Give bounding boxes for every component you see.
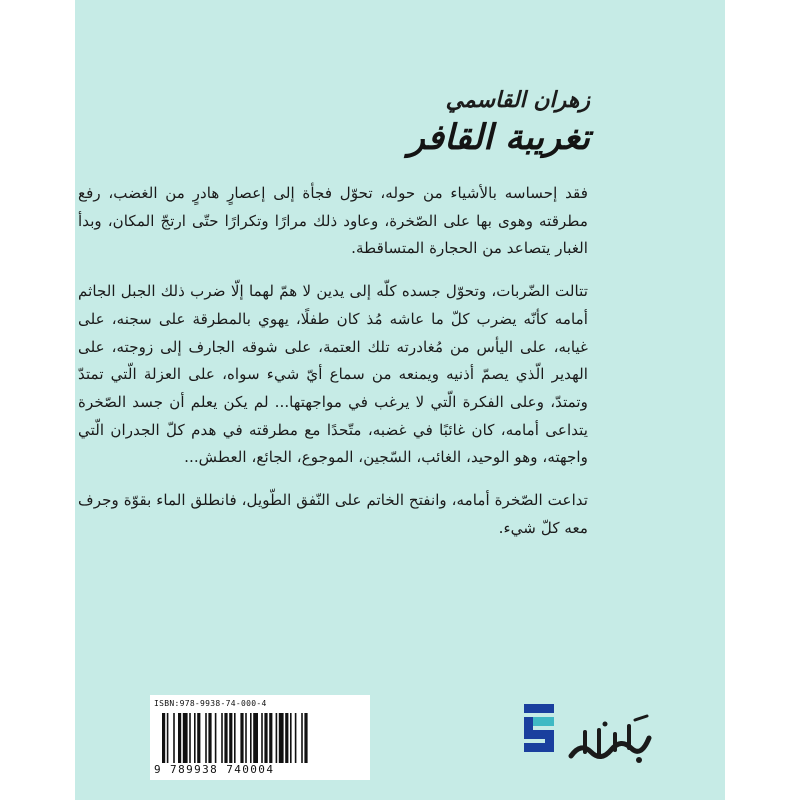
blurb-paragraph-2: تتالت الضّربات، وتحوّل جسده كلّه إلى يدين لا همّ لهما إلّا ضرب ذلك الجبل الجاثم أمامه كأنّه يضرب كلّ ما عاشه مُذ كان طفلًا، يهوي بالمطرقة على سجنه، على غيابه، على اليأس من مُغادرته تلك العتمة، على شوقه الجارف إلى زوجته، على الهدير الّذي يصمّ أذنيه ويمنعه من سماع أيّ شيء سواه، على العزلة الّتي تمتدّ وتمتدّ، وعلى الفكرة الّتي لا يرغب في مواجهتها... لم يكن يعلم أن جسد الصّخرة يتداعى أمامه، كان غائبًا في غضبه، متّحدًا مع مطرقته في هدم كلّ الجدران الّتي واجهته، وهو الوحيد، الغائب، السّجين، الموجوع، الجائع، العطش... <box>78 282 588 467</box>
barcode-bars-icon <box>162 713 358 763</box>
book-back-cover <box>75 0 725 800</box>
barcode-number: 9 789938 740004 <box>154 763 275 776</box>
back-cover-blurb <box>78 180 588 557</box>
publisher-logo-icon <box>565 712 655 772</box>
isbn-label: ISBN:978-9938-74-000-4 <box>154 699 267 708</box>
author-name: زهران القاسمي <box>445 88 590 113</box>
blurb-paragraph-1: فقد إحساسه بالأشياء من حوله، تحوّل فجأة إلى إعصارٍ هادرٍ من الغضب، رفع مطرقته وهوى بها على الصّخرة، وعاود ذلك مرارًا وتكرارًا حتّى ارتجّ المكان، وبدأ الغبار يتصاعد من الحجارة المتساقطة. <box>78 184 588 258</box>
book-title: تغريبة القافر <box>408 118 590 158</box>
publisher-mark-icon <box>520 700 560 760</box>
blurb-paragraph-3: تداعت الصّخرة أمامه، وانفتح الخاتم على النّفق الطّويل، فانطلق الماء بقوّة وجرف معه كلّ شيء. <box>78 491 588 537</box>
isbn-barcode <box>150 695 370 780</box>
